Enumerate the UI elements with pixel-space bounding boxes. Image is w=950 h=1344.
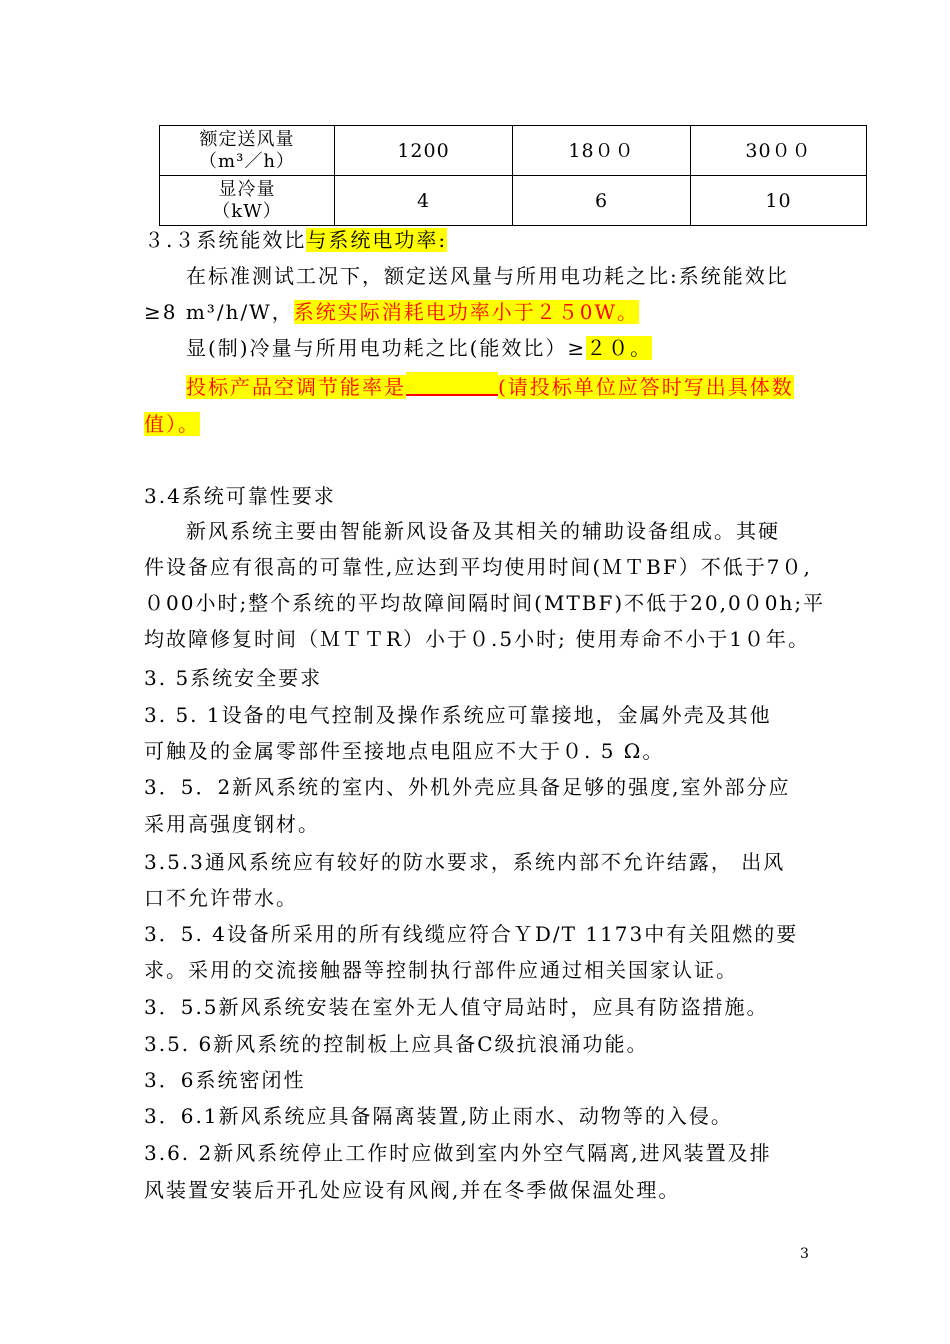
row-label: 显冷量: [218, 178, 276, 200]
highlighted-red-text: 系统实际消耗电功率小于２５0W。: [293, 300, 640, 324]
table-cell: 4: [335, 176, 513, 226]
paragraph-line: 新风系统主要由智能新风设备及其相关的辅助设备组成。其硬: [186, 519, 780, 543]
section-heading-3-6: 3．6系统密闭性: [144, 1068, 306, 1092]
table-cell: 30００: [691, 126, 867, 176]
paragraph-line: 3.6. 2新风系统停止工作时应做到室内外空气隔离,进风装置及排: [144, 1141, 772, 1165]
paragraph-line: 3.5. 6新风系统的控制板上应具备C级抗浪涌功能。: [144, 1032, 649, 1056]
table-cell: 10: [691, 176, 867, 226]
paragraph-line: 采用高强度钢材。: [144, 812, 320, 836]
paragraph-line: 3．6.1新风系统应具备隔离装置,防止雨水、动物等的入侵。: [144, 1104, 733, 1128]
table-cell: 1200: [335, 126, 513, 176]
paragraph-line: 3. 5. 1设备的电气控制及操作系统应可靠接地，金属外壳及其他: [144, 703, 772, 727]
ratio-text: ≥8 m³/h/W，: [144, 300, 294, 324]
highlighted-red-text: 投标产品空调节能率是: [186, 375, 406, 399]
highlighted-text: 与系统电功率:: [306, 228, 448, 252]
row-unit: （m³／h）: [199, 150, 295, 172]
paragraph-line: 在标准测试工况下，额定送风量与所用电功耗之比:系统能效比: [186, 264, 789, 288]
paragraph-line: 求。采用的交流接触器等控制执行部件应通过相关国家认证。: [144, 958, 738, 982]
highlighted-text: ２０。: [586, 336, 653, 360]
paragraph-line: 可触及的金属零部件至接地点电阻应不大于０. 5 Ω。: [144, 739, 665, 763]
paragraph-line: 3．5.5新风系统安装在室外无人值守局站时，应具有防盗措施。: [144, 995, 769, 1019]
highlighted-red-text: (请投标单位应答时写出具体数: [498, 375, 794, 399]
fill-in-blank: [406, 372, 498, 396]
paragraph-line: 口不允许带水。: [144, 886, 298, 910]
paragraph-line: [144, 298, 834, 326]
table-cell: 6: [513, 176, 691, 226]
section-heading-3-5: 3. 5系统安全要求: [144, 666, 323, 690]
paragraph-line: [144, 410, 834, 438]
table-cell: 18００: [513, 126, 691, 176]
paragraph-line: 件设备应有很高的可靠性,应达到平均使用时间(ＭＴBF）不低于7０,: [144, 555, 812, 579]
highlighted-red-text: 值）。: [144, 412, 200, 436]
table-row: [160, 176, 867, 226]
paragraph-line: 均故障修复时间（ＭＴＴR）小于０.5小时; 使用寿命不小于1０年。: [144, 627, 810, 651]
paragraph-line: 3．5．2新风系统的室内、外机外壳应具备足够的强度,室外部分应: [144, 775, 791, 799]
paragraph-line: [186, 372, 876, 401]
section-heading-3-3: [144, 226, 834, 254]
heading-text: ３.３系统能效比: [144, 228, 307, 252]
section-heading-3-4: 3.4系统可靠性要求: [144, 484, 336, 508]
row-unit: （kW）: [212, 200, 282, 222]
ratio-text: 显(制)冷量与所用电功耗之比(能效比）≥: [186, 336, 587, 360]
table-cell-label: [160, 176, 335, 226]
paragraph-line: [186, 334, 876, 362]
paragraph-line: 3.5.3通风系统应有较好的防水要求，系统内部不允许结露， 出风: [144, 850, 786, 874]
row-label: 额定送风量: [199, 128, 295, 150]
paragraph-line: 3．5. 4设备所采用的所有线缆应符合ＹD/T 1173中有关阻燃的要: [144, 922, 799, 946]
table-row: [160, 126, 867, 176]
table-cell-label: [160, 126, 335, 176]
page-number: 3: [800, 1246, 809, 1262]
spec-table: [159, 125, 867, 226]
paragraph-line: 风装置安装后开孔处应设有风阀,并在冬季做保温处理。: [144, 1178, 681, 1202]
paragraph-line: ０00小时;整个系统的平均故障间隔时间(MTBF)不低于20,0０0h;平: [144, 591, 826, 615]
